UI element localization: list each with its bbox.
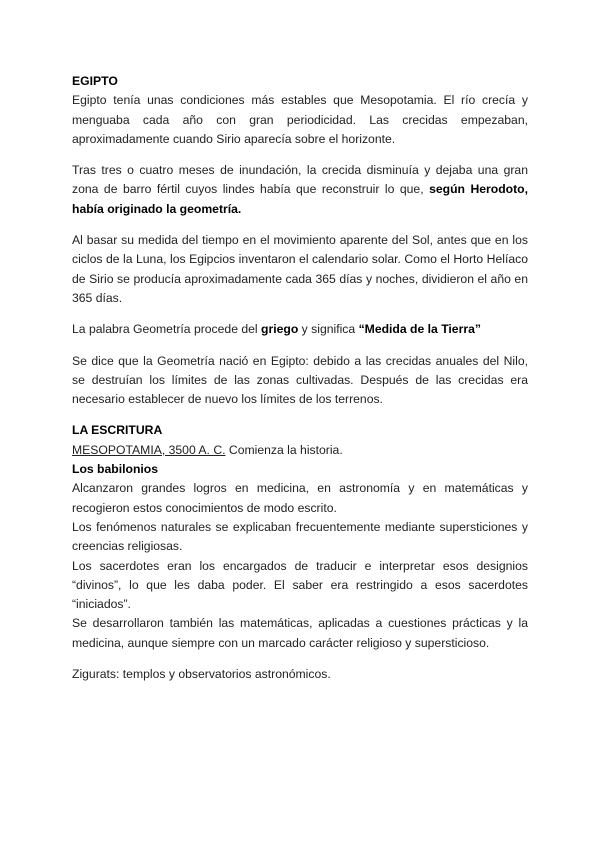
document-page: [72, 72, 528, 684]
paragraph-egipto-4-bold-2: “Medida de la Tierra”: [358, 322, 481, 337]
heading-escritura: LA ESCRITURA: [72, 423, 163, 438]
babilonios-line-1: Alcanzaron grandes logros en medicina, en astronomía y en matemáticas y recogieron estos conocimientos de modo escrito.: [72, 481, 528, 515]
paragraph-egipto-1: Egipto tenía unas condiciones más estables que Mesopotamia. El río crecía y menguaba cada año con gran periodicidad. Las crecidas empezaban, aproximadamente cuando Sirio aparecía sobre el horizonte.: [72, 93, 528, 146]
paragraph-egipto-2-text: Tras tres o cuatro meses de inundación, la crecida disminuía y dejaba una gran zona de barro fértil cuyos lindes había que reconstruir lo que,: [72, 163, 528, 197]
mesopotamia-line: [72, 441, 528, 460]
paragraph-egipto-4-bold-1: griego: [261, 322, 299, 337]
zigurats-line: Zigurats: templos y observatorios astronómicos.: [72, 667, 331, 682]
babilonios-line-4: Se desarrollaron también las matemáticas, aplicadas a cuestiones prácticas y la medicina, aunque siempre con un marcado carácter religioso y supersticioso.: [72, 616, 528, 650]
heading-babilonios: Los babilonios: [72, 462, 158, 477]
paragraph-egipto-4-text-2: y significa: [298, 322, 359, 337]
paragraph-egipto-4: [72, 320, 528, 339]
babilonios-line-2: Los fenómenos naturales se explicaban frecuentemente mediante supersticiones y creencias religiosas.: [72, 519, 528, 554]
paragraph-egipto-2-bold: según Herodoto, había originado la geometría.: [72, 182, 528, 216]
paragraph-egipto-2: [72, 161, 528, 219]
paragraph-egipto-3: Al basar su medida del tiempo en el movimiento aparente del Sol, antes que en los ciclos de la Luna, los Egipcios inventaron el calendario solar. Como el Horto Helíaco de Sirio se producía aproximadamente cada 365 días y noches, dividieron el año en 365 días.: [72, 233, 528, 305]
heading-egipto: EGIPTO: [72, 74, 118, 88]
mesopotamia-rest: Comienza la historia.: [225, 442, 343, 457]
paragraph-egipto-5: Se dice que la Geometría nació en Egipto: debido a las crecidas anuales del Nilo, se destruían los límites de las zonas cultivadas. Después de las crecidas era necesario establecer de nuevo los límites de los terrenos.: [72, 353, 528, 407]
mesopotamia-underlined: MESOPOTAMIA, 3500 A. C.: [72, 442, 226, 457]
paragraph-egipto-4-text-1: La palabra Geometría procede del: [72, 322, 262, 337]
babilonios-line-3: Los sacerdotes eran los encargados de traducir e interpretar esos designios “divinos”, lo que les daba poder. El saber era restringido a esos sacerdotes “iniciados”.: [72, 558, 528, 612]
